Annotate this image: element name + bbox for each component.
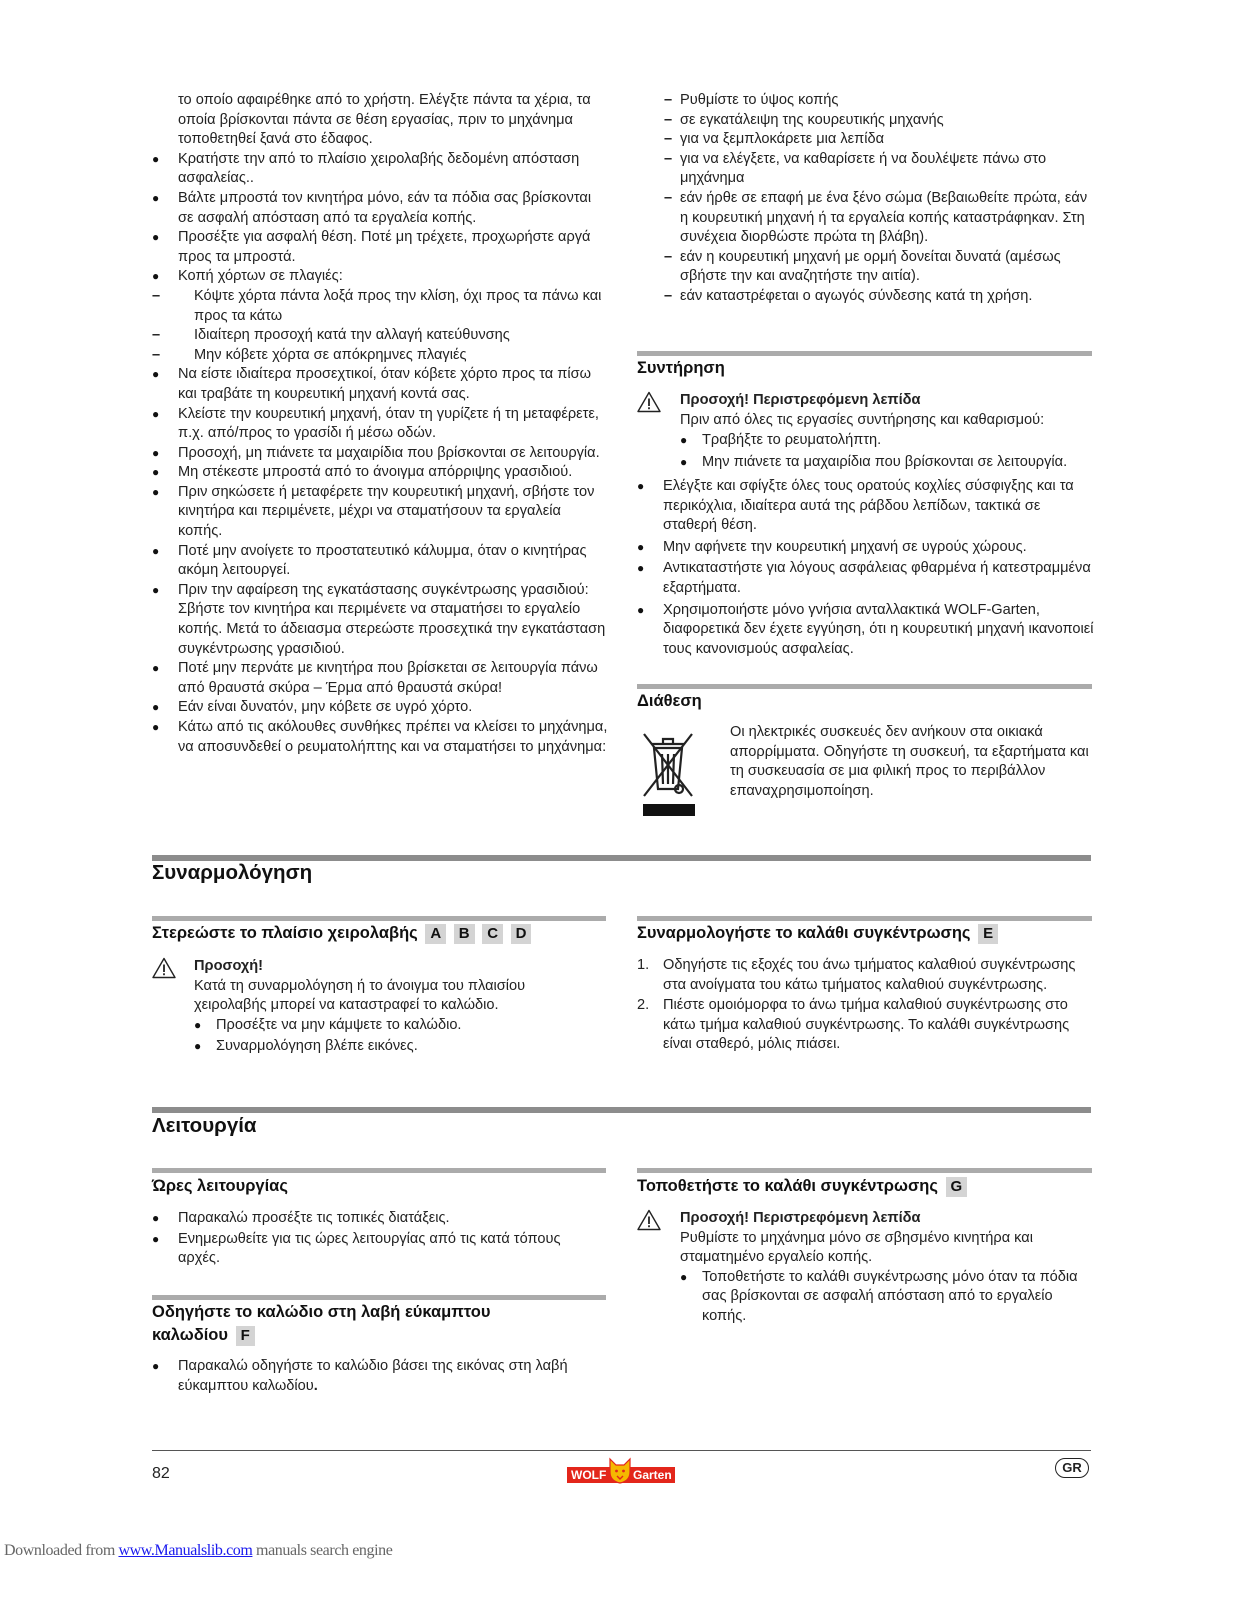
warning-text: Πριν από όλες τις εργασίες συντήρησης και καθαρισμού:: [680, 411, 1045, 428]
safety-list: [152, 150, 608, 757]
warning-text: Κατά τη συναρμολόγηση ή το άνοιγμα του πλαισίου χειρολαβής μπορεί να καταστραφεί το καλώδιο.: [194, 977, 526, 1014]
list-item: ● Ενημερωθείτε για τις ώρες λειτουργίας από τις κατά τόπους αρχές.: [152, 1230, 606, 1269]
cable-guide-title-line1: Οδηγήστε το καλώδιο στη λαβή εύκαμπτου: [152, 1303, 491, 1321]
list-item: [152, 1357, 606, 1396]
figure-tag: B: [454, 924, 475, 944]
wolf-garten-logo: [567, 1456, 675, 1486]
handle-frame-warning: [152, 957, 592, 1057]
cable-guide-period: .: [313, 1377, 318, 1394]
warning-title: Προσοχή! Περιστρεφόμενη λεπίδα: [680, 1210, 921, 1226]
handle-frame-heading: [152, 922, 531, 945]
step-text: Οδηγήστε τις εξοχές του άνω τμήματος καλαθιού συγκέντρωσης στα ανοίγματα του κάτω τμήματος καλαθιού συγκέντρωσης.: [663, 957, 1076, 993]
manualslib-link[interactable]: www.Manualslib.com: [118, 1542, 253, 1559]
shutdown-list: [664, 91, 1096, 307]
basket-assembly-steps: [637, 956, 1092, 1055]
list-item: ● Πριν σηκώσετε ή μεταφέρετε την κουρευτική μηχανή, σβήστε τον κινητήρα και περιμένετε, μέχρι να σταματήσουν τα εργαλεία κοπής.: [152, 483, 608, 542]
list-item: ● Συναρμολόγηση βλέπε εικόνες.: [194, 1037, 592, 1057]
list-item: ● Κρατήστε την από το πλαίσιο χειρολαβής δεδομένη απόσταση ασφαλείας..: [152, 150, 608, 189]
footer-rule: [152, 1450, 1091, 1451]
operating-hours-list-wrap: [152, 1209, 606, 1269]
download-suffix: manuals search engine: [252, 1542, 393, 1559]
list-item: ● Χρησιμοποιήστε μόνο γνήσια ανταλλακτικά WOLF-Garten, διαφορετικά δεν έχετε εγγύηση, ότι η κουρευτική μηχανή ικανοποιεί τους κανονισμούς ασφαλείας.: [637, 601, 1097, 660]
download-prefix: Downloaded from: [4, 1542, 119, 1559]
disposal-heading: Διάθεση: [637, 692, 702, 710]
maintenance-list: [637, 477, 1097, 659]
list-item: ● Τοποθετήστε το καλάθι συγκέντρωσης μόνο όταν τα πόδια σας βρίσκονται σε ασφαλή απόσταση από το εργαλείο κοπής.: [680, 1268, 1092, 1327]
warning-triangle-icon: [637, 1209, 661, 1231]
logo-garten-text: Garten: [633, 1468, 672, 1482]
operating-hours-heading: Ώρες λειτουργίας: [152, 1177, 288, 1195]
list-item: – σε εγκατάλειψη της κουρευτικής μηχανής: [664, 111, 1096, 131]
maintenance-list-wrap: [637, 477, 1097, 659]
list-item: ● Προσέξτε για ασφαλή θέση. Ποτέ μη τρέχετε, προχωρήστε αργά προς τα μπροστά.: [152, 228, 608, 267]
warning-text: Ρυθμίστε το μηχάνημα μόνο σε σβησμένο κινητήρα και σταματημένο εργαλείο κοπής.: [680, 1229, 1033, 1266]
list-item: ● Αντικαταστήστε για λόγους ασφάλειας φθαρμένα ή κατεστραμμένα εξαρτήματα.: [637, 559, 1097, 598]
figure-tag: C: [482, 924, 503, 944]
warning-title: Προσοχή! Περιστρεφόμενη λεπίδα: [680, 392, 921, 408]
logo-wolf-text: WOLF: [571, 1468, 607, 1482]
cable-guide-list-wrap: [152, 1357, 606, 1396]
list-item: ● Ποτέ μην περνάτε με κινητήρα που βρίσκεται σε λειτουργία πάνω από θραυστά σκύρα – Έρμα από θραυστά σκύρα!: [152, 659, 608, 698]
figure-tag: D: [511, 924, 532, 944]
section-divider: [637, 684, 1092, 689]
list-item: – για να ελέγξετε, να καθαρίσετε ή να δουλέψετε πάνω στο μηχάνημα: [664, 150, 1096, 189]
continuation-text: το οποίο αφαιρέθηκε από το χρήστη. Ελέγξτε πάντα τα χέρια, τα οποία βρίσκονται πάντα σε θέση εργασίας, πριν το μηχάνημα τοποθετηθεί ξανά στο έδαφος.: [178, 92, 591, 148]
list-item: – Ιδιαίτερη προσοχή κατά την αλλαγή κατεύθυνσης: [152, 326, 608, 346]
maintenance-warning: [637, 391, 1097, 472]
maintenance-heading: Συντήρηση: [637, 359, 725, 377]
weee-bin-icon: [640, 726, 696, 818]
warning-triangle-icon: [152, 957, 176, 979]
cable-guide-heading: [152, 1301, 606, 1347]
list-item: ● Προσοχή, μη πιάνετε τα μαχαιρίδια που βρίσκονται σε λειτουργία.: [152, 444, 608, 464]
figure-tag: G: [946, 1177, 968, 1197]
list-item: [152, 267, 608, 365]
section-divider: [637, 1168, 1092, 1173]
operation-heading: Λειτουργία: [152, 1114, 257, 1137]
left-column-safety: [152, 91, 608, 757]
list-item: [637, 956, 1092, 995]
warning-list: [194, 1016, 592, 1057]
page-number: 82: [152, 1465, 170, 1482]
section-divider: [152, 916, 606, 921]
list-item: – Μην κόβετε χόρτα σε απόκρημνες πλαγιές: [152, 346, 608, 366]
list-item: – Κόψτε χόρτα πάντα λοξά προς την κλίση, όχι προς τα πάνω και προς τα κάτω: [152, 287, 608, 326]
disposal-text: Οι ηλεκτρικές συσκευές δεν ανήκουν στα οικιακά απορρίμματα. Οδηγήστε τη συσκευή, τα εξαρτήματα και τη συσκευασία σε μια φιλική προς το περιβάλλον επαναχρησιμοποίηση.: [730, 724, 1089, 799]
assembly-heading: Συναρμολόγηση: [152, 861, 313, 884]
download-notice: [4, 1541, 392, 1561]
section-divider: [152, 1295, 606, 1300]
cable-guide-text: Παρακαλώ οδηγήστε το καλώδιο βάσει της εικόνας στη λαβή εύκαμπτου καλωδίου: [178, 1358, 568, 1394]
list-item: ● Εάν είναι δυνατόν, μην κόβετε σε υγρό χόρτο.: [152, 698, 608, 718]
list-item: ● Προσέξτε να μην κάμψετε το καλώδιο.: [194, 1016, 592, 1036]
step-number: 1.: [637, 957, 650, 973]
list-item: – για να ξεμπλοκάρετε μια λεπίδα: [664, 130, 1096, 150]
list-item: ● Κάτω από τις ακόλουθες συνθήκες πρέπει να κλείσει το μηχάνημα, να αποσυνδεθεί ο ρευματολήπτης και να σταματήσει το μηχάνημα:: [152, 718, 608, 757]
list-item: ● Βάλτε μπροστά τον κινητήρα μόνο, εάν τα πόδια σας βρίσκονται σε ασφαλή απόσταση από τα εργαλεία κοπής.: [152, 189, 608, 228]
list-item: ● Παρακαλώ προσέξτε τις τοπικές διατάξεις.: [152, 1209, 606, 1229]
list-item: – εάν ήρθε σε επαφή με ένα ξένο σώμα (Βεβαιωθείτε πρώτα, εάν η κουρευτική μηχανή ή τα εργαλεία κοπής καταστράφηκαν. Στη συνέχεια διορθώστε πρώτα τη βλάβη).: [664, 189, 1096, 248]
figure-tag: F: [236, 1326, 255, 1346]
basket-assembly-title: Συναρμολογήστε το καλάθι συγκέντρωσης: [637, 924, 971, 942]
basket-assembly-heading: [637, 922, 998, 945]
step-number: 2.: [637, 997, 650, 1014]
list-item: – εάν η κουρευτική μηχανή με ορμή δονείται δυνατά (αμέσως σβήστε την και αναζητήστε την αιτία).: [664, 248, 1096, 287]
list-item: ● Μην πιάνετε τα μαχαιρίδια που βρίσκονται σε λειτουργία.: [680, 453, 1097, 473]
list-item: ● Κλείστε την κουρευτική μηχανή, όταν τη γυρίζετε ή τη μεταφέρετε, π.χ. από/προς το γρασίδι ή μέσω οδών.: [152, 405, 608, 444]
section-divider: [152, 1168, 606, 1173]
cable-guide-title-line2: καλωδίου: [152, 1326, 228, 1344]
warning-title: Προσοχή!: [194, 958, 264, 974]
section-divider: [637, 916, 1092, 921]
list-item: ● Τραβήξτε το ρευματολήπτη.: [680, 431, 1097, 451]
list-item: ● Ελέγξτε και σφίγξτε όλες τους ορατούς κοχλίες σύσφιγξης και τα περικόχλια, ιδιαίτερα αυτά της ράβδου λεπίδων, τακτικά σε σταθερή θέση.: [637, 477, 1097, 536]
figure-tag: E: [978, 924, 998, 944]
list-item: ● Μη στέκεστε μπροστά από το άνοιγμα απόρριψης γρασιδιού.: [152, 463, 608, 483]
list-item: – εάν καταστρέφεται ο αγωγός σύνδεσης κατά τη χρήση.: [664, 287, 1096, 307]
place-basket-warning: [637, 1209, 1092, 1327]
cable-guide-list: [152, 1357, 606, 1396]
shutdown-conditions: [664, 91, 1096, 307]
section-divider: [637, 351, 1092, 356]
list-item: ● Μην αφήνετε την κουρευτική μηχανή σε υγρούς χώρους.: [637, 538, 1097, 558]
place-basket-title: Τοποθετήστε το καλάθι συγκέντρωσης: [637, 1177, 938, 1195]
list-item: ● Πριν την αφαίρεση της εγκατάστασης συγκέντρωσης γρασιδιού: Σβήστε τον κινητήρα και περιμένετε να σταματήσει το εργαλείο κοπής. Μετά το άδειασμα στερεώστε προσεχτικά την εγκατάσταση συγκέντρωσης γρασιδιού.: [152, 581, 608, 659]
warning-list: [680, 431, 1097, 472]
wolf-head-icon: [607, 1456, 633, 1484]
warning-list: [680, 1268, 1092, 1327]
country-badge: GR: [1055, 1458, 1089, 1478]
list-item: ● Ποτέ μην ανοίγετε το προστατευτικό κάλυμμα, όταν ο κινητήρας ακόμη λειτουργεί.: [152, 542, 608, 581]
slope-cutting-label: Κοπή χόρτων σε πλαγιές:: [178, 268, 343, 285]
list-item: [637, 996, 1092, 1055]
list-item: ● Να είστε ιδιαίτερα προσεχτικοί, όταν κόβετε χόρτο προς τα πίσω και τραβάτε τη κουρευτική μηχανή κοντά σας.: [152, 365, 608, 404]
slope-sublist: [152, 287, 608, 365]
handle-frame-title: Στερεώστε το πλαίσιο χειρολαβής: [152, 924, 418, 942]
place-basket-heading: [637, 1175, 967, 1198]
figure-tag: A: [425, 924, 446, 944]
operating-hours-list: [152, 1209, 606, 1269]
numbered-steps: [637, 956, 1092, 1055]
step-text: Πιέστε ομοιόμορφα το άνω τμήμα καλαθιού συγκέντρωσης στο κάτω τμήμα καλαθιού συγκέντρωσης. Το καλάθι συγκέντρωσης είναι σταθερό, μόλις πιάσει.: [663, 997, 1070, 1053]
section-divider: [152, 1107, 1091, 1113]
warning-triangle-icon: [637, 391, 661, 413]
list-item: – Ρυθμίστε το ύψος κοπής: [664, 91, 1096, 111]
